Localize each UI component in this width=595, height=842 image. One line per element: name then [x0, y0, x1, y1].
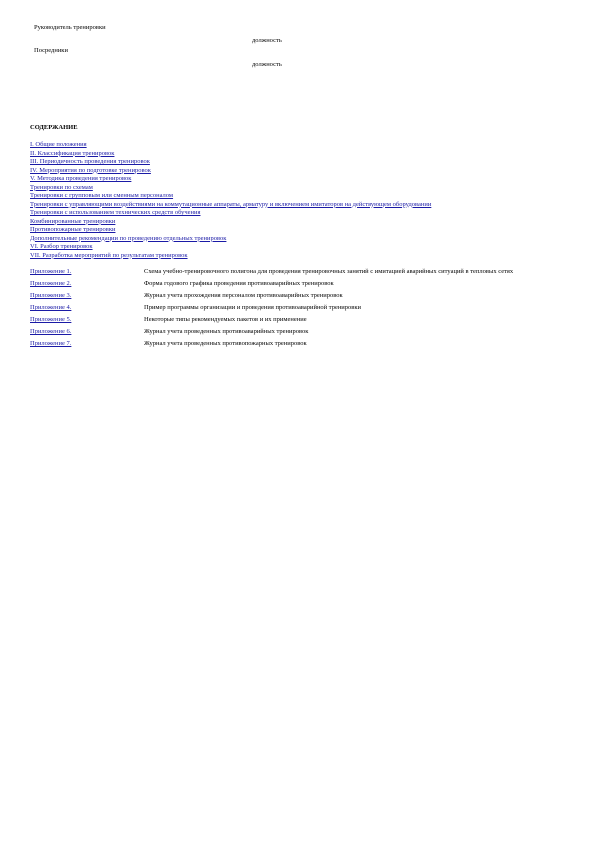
toc-item[interactable]: Дополнительные рекомендации по проведению отдельных тренировок	[30, 234, 227, 242]
appendix-description: Пример программы организации и проведения противоаварийной тренировки	[144, 304, 361, 311]
appendix-row	[30, 316, 570, 324]
appendix-row	[30, 280, 570, 288]
appendix-row	[30, 268, 570, 276]
mediators-position: должность	[252, 61, 282, 68]
supervisor-label: Руководитель тренировки	[34, 24, 106, 31]
table-of-contents	[30, 141, 431, 260]
supervisor-position: должность	[252, 37, 282, 44]
mediators-label: Посредники	[34, 47, 68, 54]
appendix-description: Схема учебно-тренировочного полигона для проведения тренировочных занятий с имитацией аварийных ситуаций в тепловых сетях	[144, 268, 514, 275]
appendix-link[interactable]: Приложение 7.	[30, 340, 72, 347]
contents-heading: СОДЕРЖАНИЕ	[30, 124, 78, 131]
toc-item[interactable]: Тренировки по схемам	[30, 183, 93, 191]
appendix-description: Журнал учета проведенных противоаварийных тренировок	[144, 328, 309, 335]
toc-item[interactable]: Тренировки с управляющими воздействиями на коммутационные аппараты, арматуру и включением имитаторов на действующем оборудовании	[30, 200, 432, 208]
toc-item[interactable]: V. Методика проведения тренировок	[30, 175, 132, 182]
toc-item[interactable]: IV. Мероприятия по подготовке тренировок	[30, 166, 151, 174]
toc-item[interactable]: VI. Разбор тренировок	[30, 243, 93, 250]
toc-item[interactable]: VII. Разработка мероприятий по результатам тренировок	[30, 251, 188, 259]
toc-item[interactable]: Тренировки с использованием технических средств обучения	[30, 209, 201, 216]
appendix-description: Журнал учета прохождения персоналом противоаварийных тренировок	[144, 292, 343, 299]
appendix-row	[30, 340, 570, 348]
appendix-link[interactable]: Приложение 3.	[30, 292, 72, 299]
toc-item[interactable]: Комбинированные тренировки	[30, 217, 116, 225]
toc-item[interactable]: I. Общие положения	[30, 141, 87, 148]
appendix-link[interactable]: Приложение 2.	[30, 280, 72, 287]
appendix-description: Некоторые типы рекомендуемых пакетов и их применение	[144, 316, 307, 323]
toc-item[interactable]: III. Периодичность проведения тренировок	[30, 158, 150, 165]
toc-item[interactable]: Противопожарные тренировки	[30, 226, 116, 233]
appendix-row	[30, 328, 570, 336]
appendix-link[interactable]: Приложение 4.	[30, 304, 72, 311]
appendix-list	[30, 268, 570, 352]
appendix-row	[30, 304, 570, 312]
toc-item[interactable]: II. Классификация тренировок	[30, 149, 115, 157]
appendix-row	[30, 292, 570, 300]
appendix-link[interactable]: Приложение 5.	[30, 316, 72, 323]
appendix-description: Форма годового графика проведения противоаварийных тренировок	[144, 280, 334, 287]
appendix-link[interactable]: Приложение 6.	[30, 328, 72, 335]
appendix-link[interactable]: Приложение 1.	[30, 268, 72, 275]
appendix-description: Журнал учета проведенных противопожарных тренировок	[144, 340, 307, 347]
toc-item[interactable]: Тренировки с групповым или сменным персоналом	[30, 192, 174, 199]
